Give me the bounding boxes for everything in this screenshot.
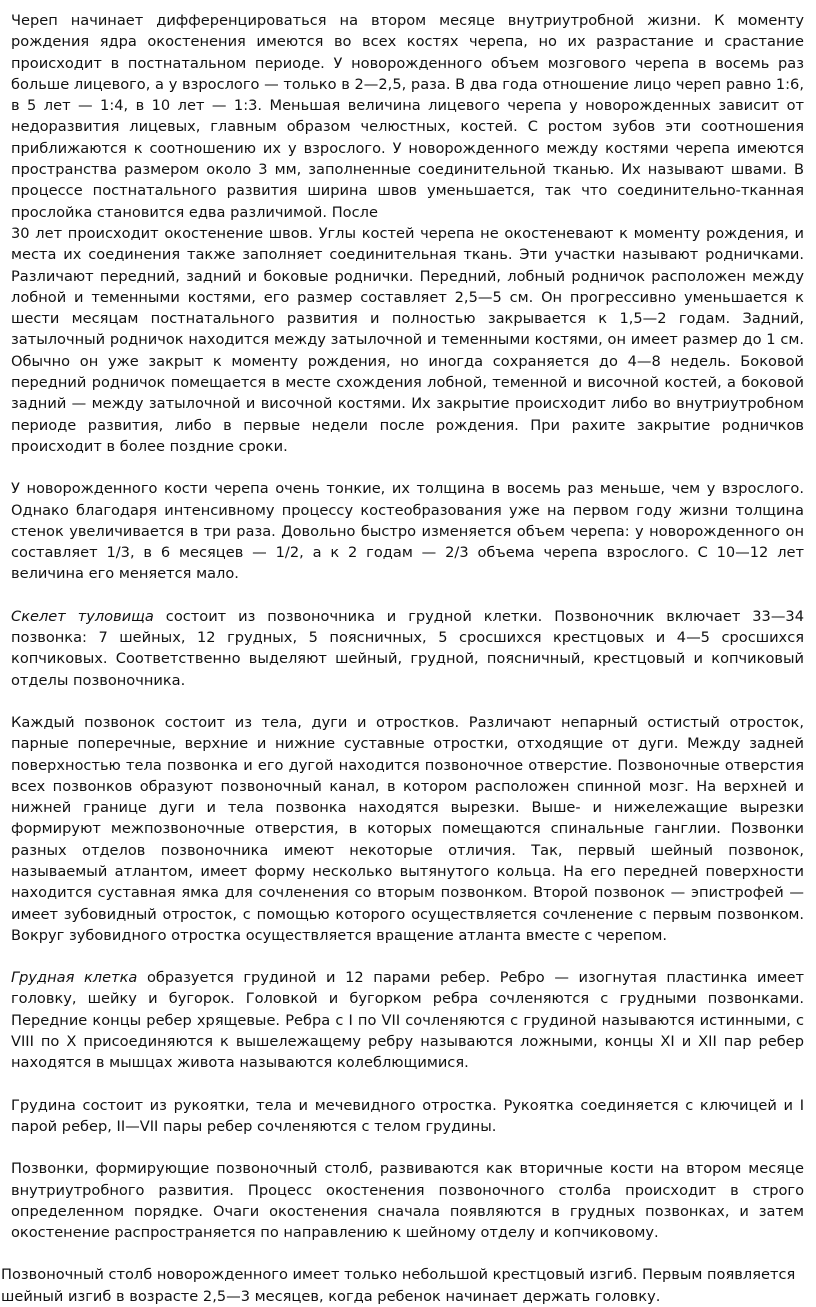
- paragraph-trunk-skeleton: [11, 606, 804, 691]
- paragraph-gap: [11, 457, 804, 478]
- term-thorax: Грудная клетка: [11, 969, 138, 987]
- document-body: [1, 10, 804, 1307]
- paragraph-spine-curves: Позвоночный столб новорожденного имеет только небольшой крестцовый изгиб. Первым появляется шейный изгиб в возрасте 2,5—3 месяцев, когда ребенок начинает держать головку.: [1, 1266, 796, 1305]
- term-trunk-skeleton: Скелет туловища: [11, 607, 154, 625]
- paragraph-skull-development: Череп начинает дифференцироваться на втором месяце внутриутробной жизни. К моменту рождения ядра окостенения имеются во всех костях черепа, но их разрастание и срастание происходит в постнатальном периоде. У новорожденного объем мозгового черепа в восемь раз больше лицевого, а у взрослого — только в 2—2,5, раза. В два года отношение лицо череп равно 1:6, в 5 лет — 1:4, в 10 лет — 1:3. Меньшая величина лицевого черепа у новорожденных зависит от недоразвития лицевых, главным образом челюстных, костей. С ростом зубов эти соотношения приближаются к соотношению их у взрослого. У новорожденного между костями черепа имеются пространства размером около 3 мм, заполненные соединительной тканью. Их называют швами. В процессе постнатального развития ширина швов уменьшается, так что соединительно-тканная прослойка становится едва различимой. После: [11, 12, 804, 221]
- paragraph-gap: [11, 585, 804, 606]
- paragraph-sutures-fontanelles: 30 лет происходит окостенение швов. Углы костей черепа не окостеневают к моменту рождения, и места их соединения также заполняет соединительная ткань. Эти участки называют родничками. Различают передний, задний и боковые роднички. Передний, лобный родничок расположен между лобной и теменными костями, его размер составляет 2,5—5 см. Он прогрессивно уменьшается к шести месяцам постнатального развития и полностью закрывается к 1,5—2 годам. Задний, затылочный родничок находится между затылочной и теменными костями, он имеет размер до 1 см. Обычно он уже закрыт к моменту рождения, но иногда сохраняется до 4—8 недель. Боковой передний родничок помещается в месте схождения лобной, теменной и височной костей, а боковой задний — между затылочной и височной костями. Их закрытие происходит либо во внутриутробном периоде развития, либо в первые недели после рождения. При рахите закрытие родничков происходит в более поздние сроки.: [11, 224, 804, 455]
- paragraph-spine-ossification: Позвонки, формирующие позвоночный столб, развиваются как вторичные кости на втором месяце внутриутробного развития. Процесс окостенения позвоночного столба происходит в строго определенном порядке. Очаги окостенения сначала появляются в грудных позвонках, и затем окостенение распространяется по направлению к шейному отделу и копчиковому.: [11, 1160, 804, 1242]
- paragraph-vertebra-structure: Каждый позвонок состоит из тела, дуги и отростков. Различают непарный остистый отросток, парные поперечные, верхние и нижние суставные отростки, отходящие от дуги. Между задней поверхностью тела позвонка и его дугой находится позвоночное отверстие. Позвоночные отверстия всех позвонков образуют позвоночный канал, в котором расположен спинной мозг. На верхней и нижней границе дуги и тела позвонка находятся вырезки. Выше- и нижележащие вырезки формируют межпозвоночные отверстия, в которых помещаются спинальные ганглии. Позвонки разных отделов позвоночника имеют некоторые отличия. Так, первый шейный позвонок, называемый атлантом, имеет форму несколько вытянутого кольца. На его передней поверхности находится суставная ямка для сочленения со вторым позвонком. Второй позвонок — эпистрофей — имеет зубовидный отросток, с помощью которого осуществляется сочленение с первым позвонком. Вокруг зубовидного отростка осуществляется вращение атланта вместе с черепом.: [11, 713, 804, 944]
- paragraph-skull-bones-thickness: У новорожденного кости черепа очень тонкие, их толщина в восемь раз меньше, чем у взрослого. Однако благодаря интенсивному процессу костеобразования уже на первом году жизни толщина стенок увеличивается в три раза. Довольно быстро изменяется объем черепа: у новорожденного он составляет 1/3, в 6 месяцев — 1/2, а к 2 годам — 2/3 объема черепа взрослого. С 10—12 лет величина его меняется мало.: [11, 480, 804, 583]
- paragraph-gap: [11, 1137, 804, 1158]
- paragraph-text: образуется грудиной и 12 парами ребер. Ребро — изогнутая пластинка имеет головку, шейку и бугорок. Головкой и бугорком ребра сочленяются с грудными позвонками. Передние концы ребер хрящевые. Ребра с I по VII сочленяются с грудиной называются истинными, с VIII по X присоединяются к вышележащему ребру называются ложными, концы XI и XII пар ребер находятся в мышцах живота называются колеблющимися.: [11, 969, 804, 1072]
- paragraph-gap: [11, 1074, 804, 1095]
- paragraph-thorax: [11, 967, 804, 1073]
- paragraph-gap: [11, 691, 804, 712]
- paragraph-text: состоит из позвоночника и грудной клетки. Позвоночник включает 33—34 позвонка: 7 шейных, 12 грудных, 5 поясничных, 5 сросшихся крестцовых и 4—5 сросшихся копчиковых. Соответственно выделяют шейный, грудной, поясничный, крестцовый и копчиковый отделы позвоночника.: [11, 607, 804, 689]
- paragraph-sternum: Грудина состоит из рукоятки, тела и мечевидного отростка. Рукоятка соединяется с ключицей и I парой ребер, II—VII пары ребер сочленяются с телом грудины.: [11, 1096, 804, 1135]
- paragraph-gap: [11, 1243, 804, 1264]
- paragraph-gap: [11, 946, 804, 967]
